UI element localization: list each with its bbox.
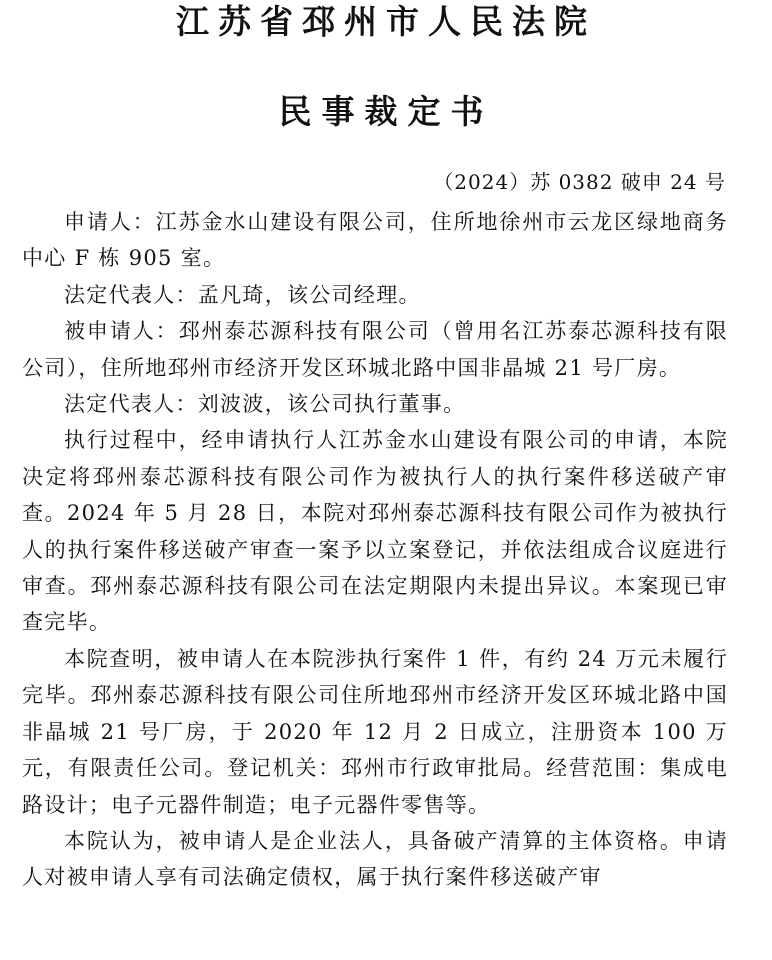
court-name: 江苏省邳州市人民法院 (176, 2, 596, 41)
paragraph-reasoning: 本院认为，被申请人是企业法人，具备破产清算的主体资格。申请人对被申请人享有司法确定债权，属于执行案件移送破产审 (22, 828, 728, 890)
paragraph-respondent: 被申请人：邳州泰芯源科技有限公司（曾用名江苏泰芯源科技有限公司），住所地邳州市经济开发区环城北路中国非晶城 21 号厂房。 (22, 319, 728, 380)
document-title: 民事裁定书 (278, 92, 494, 131)
case-number: （2024）苏 0382 破申 24 号 (433, 170, 726, 194)
paragraph-findings: 本院查明，被申请人在本院涉执行案件 1 件，有约 24 万元未履行完毕。邳州泰芯源科技有限公司住所地邳州市经济开发区环城北路中国非晶城 21 号厂房，于 2020 年 12 月 2 日成立，注册资本 100 万元，有限责任公司。登记机关：邳州市行政审批局。经营范围：集成电路设计；电子元器件制造；电子元器件零售等。 (22, 646, 728, 817)
paragraph-applicant-representative: 法定代表人：孟凡琦，该公司经理。 (64, 282, 421, 307)
paragraph-procedure: 执行过程中，经申请执行人江苏金水山建设有限公司的申请，本院决定将邳州泰芯源科技有限公司作为被执行人的执行案件移送破产审查。2024 年 5 月 28 日，本院对邳州泰芯源科技有限公司作为被执行人的执行案件移送破产审查一案予以立案登记，并依法组成合议庭进行审查。邳州泰芯源科技有限公司在法定期限内未提出异议。本案现已审查完毕。 (22, 428, 728, 635)
paragraph-applicant: 申请人：江苏金水山建设有限公司，住所地徐州市云龙区绿地商务中心 F 栋 905 室。 (22, 210, 728, 271)
document-body (22, 204, 728, 896)
paragraph-respondent-representative: 法定代表人：刘波波，该公司执行董事。 (64, 392, 466, 417)
